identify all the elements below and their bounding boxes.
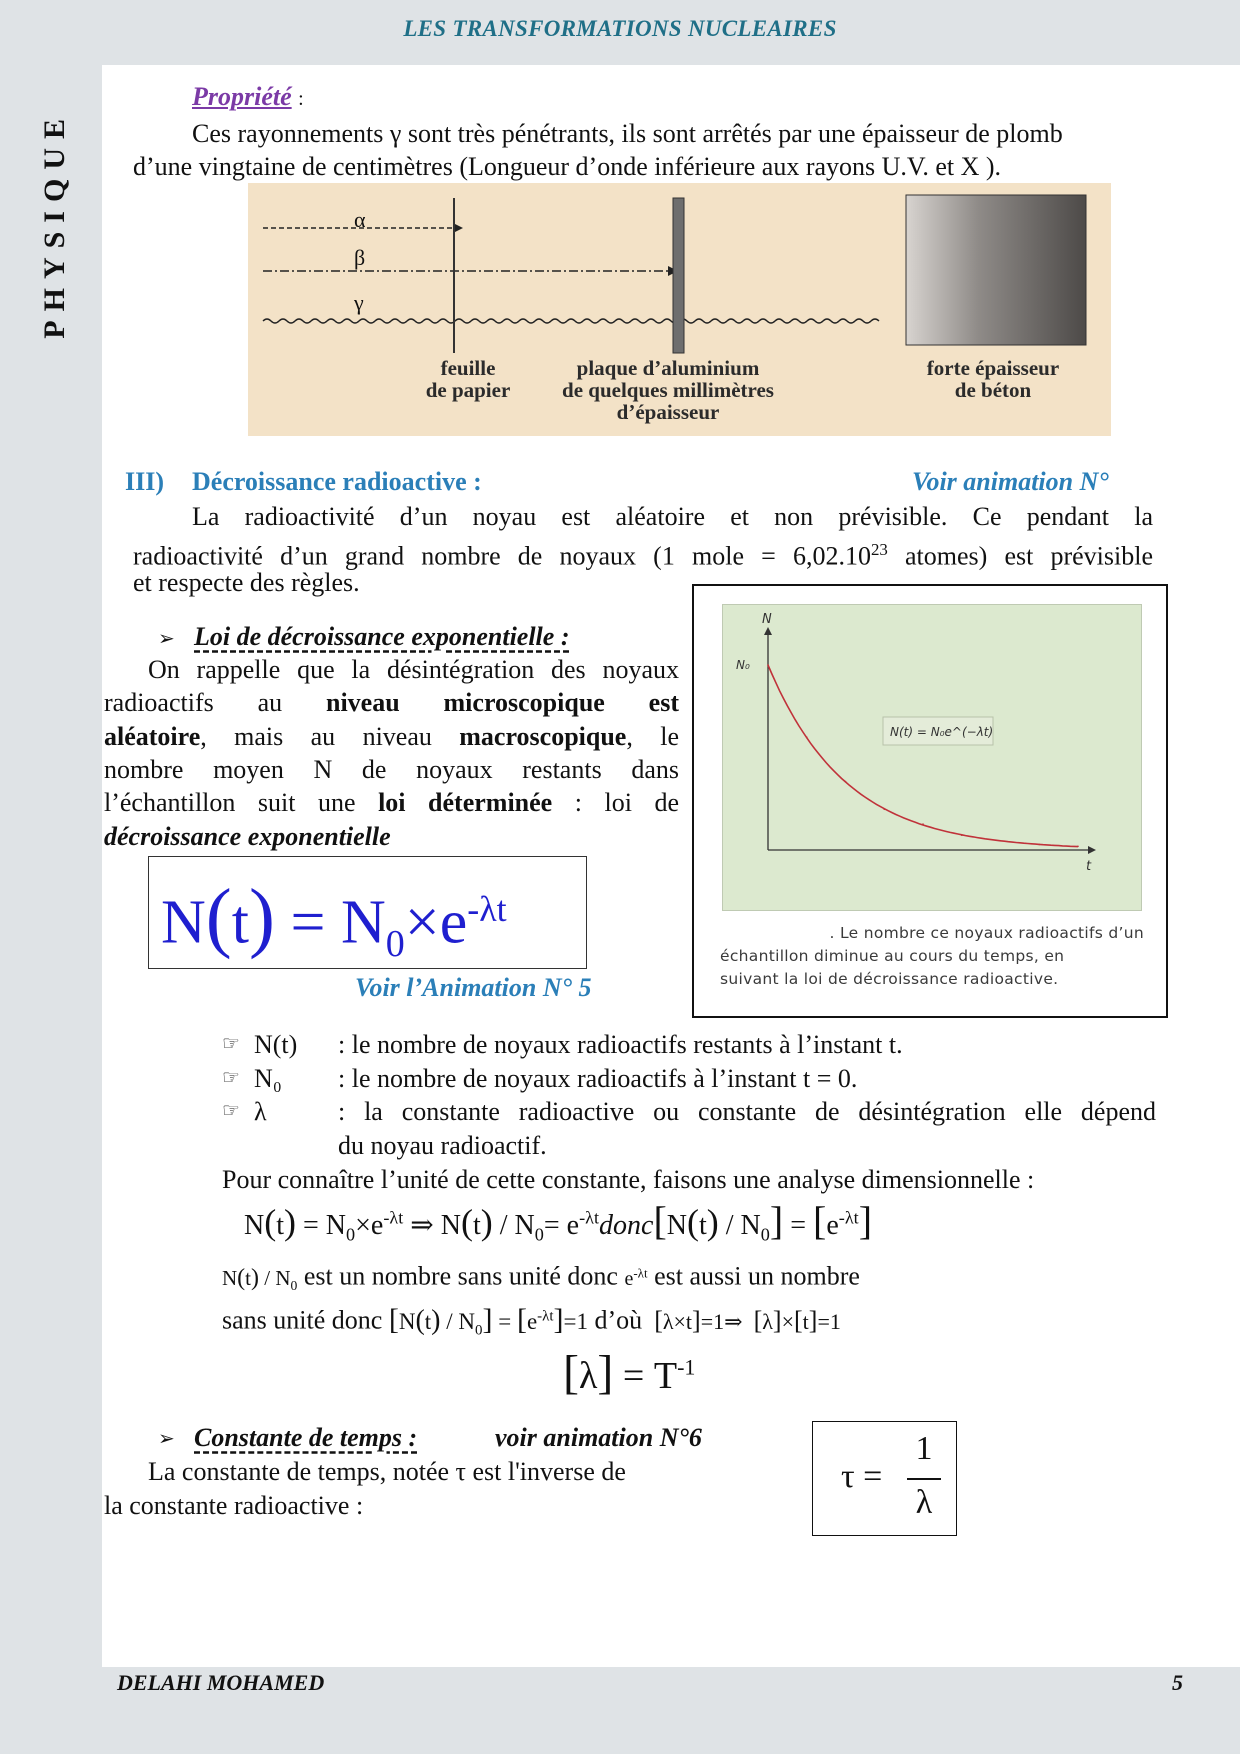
section-number: III) <box>125 467 165 496</box>
label-aluminium: plaque d’aluminium de quelques millimètres d’épaisseur <box>562 356 774 424</box>
y-axis-label: N <box>762 612 772 627</box>
tau-formula-lhs: τ = <box>841 1458 883 1495</box>
x-axis-label: t <box>1086 859 1092 874</box>
constante-text-1: La constante de temps, notée τ est l'inverse de <box>148 1457 626 1486</box>
analysis-intro: Pour connaître l’unité de cette constante, faisons une analyse dimensionnelle : <box>222 1165 1035 1194</box>
y-axis-arrowhead <box>764 627 772 635</box>
section-para-3: et respecte des règles. <box>133 568 360 597</box>
data-point <box>961 834 963 836</box>
page-header: LES TRANSFORMATIONS NUCLEAIRES <box>403 16 837 41</box>
aluminium-plate <box>673 198 684 353</box>
definition-item: ☞ N(t) : le nombre de noyaux radioactifs restants à l’instant t. <box>222 1028 1162 1062</box>
section-para-1: La radioactivité d’un noyau est aléatoire et non prévisible. Ce pendant la <box>192 502 1153 531</box>
loi-title: Loi de décroissance exponentielle : <box>194 622 570 651</box>
data-point <box>1000 840 1002 842</box>
data-point <box>1038 844 1040 846</box>
constante-bullet: ➢ <box>158 1428 175 1450</box>
n0-tick-label: N₀ <box>736 658 750 672</box>
fraction-bar <box>907 1478 941 1480</box>
decay-chart <box>723 605 1141 910</box>
constante-text-2: la constante radioactive : <box>104 1491 364 1520</box>
definition-item: ☞ N₀ : le nombre de noyaux radioactifs à l’instant t = 0. <box>222 1062 1162 1096</box>
data-point <box>806 736 808 738</box>
data-point <box>883 809 885 811</box>
analysis-line-2: $N(t) / N_0$ est un nombre sans unité donc $e^{-\lambda t}$ est aussi un nombre <box>222 1261 860 1293</box>
decay-chart-panel <box>722 604 1142 911</box>
tau-formula <box>812 1421 957 1536</box>
label-paper: feuille de papier <box>425 356 511 402</box>
data-point <box>767 664 769 666</box>
decay-curve <box>768 665 1078 847</box>
label-gamma: γ <box>354 290 364 315</box>
propriete-label: Propriété <box>192 82 292 111</box>
definition-continuation: du noyau radioactif. <box>338 1130 547 1160</box>
penetration-figure <box>248 183 1111 436</box>
data-point <box>845 781 847 783</box>
label-concrete: forte épaisseur de béton <box>926 356 1060 402</box>
curve-label: N(t) = N₀e^(−λt) <box>890 725 994 739</box>
decay-chart-frame <box>692 584 1168 1018</box>
analysis-equation-1: $N(t) = N_0\times e^{-\lambda t}$ ⇒ $N(t) / N_0=$ $e^{-\lambda t}donc[N(t) / N_0] = [e^{-\lambda t}]$ <box>244 1198 873 1245</box>
definitions-list <box>222 1028 1162 1162</box>
pointing-hand-icon: ☞ <box>222 1100 240 1122</box>
constante-animation-link[interactable]: voir animation N°6 <box>495 1423 702 1452</box>
analysis-line-3: sans unité donc $[N(t) / N_0] = [e^{-\lambda t}]=1$ d’où [λ×t]=1⇒ [λ]×[t]=1 <box>222 1302 841 1339</box>
definition-item: ☞ λ : la constante radioactive ou constante de désintégration elle dépend <box>222 1095 1162 1129</box>
loi-text-1: On rappelle que la désintégration des noyaux <box>148 655 679 684</box>
loi-text-5: l’échantillon suit une loi déterminée : loi de <box>104 788 679 817</box>
gamma-ray <box>263 319 879 323</box>
section-para-2: radioactivité d’un grand nombre de noyaux (1 mole = $6,02.10^{23}$ atomes) est prévisible <box>133 540 1154 571</box>
page-number: 5 <box>1172 1670 1183 1695</box>
data-point <box>922 823 924 825</box>
propriete-line-2: d’une vingtaine de centimètres (Longueur d’onde inférieure aux rayons U.V. et X ). <box>133 152 1002 181</box>
sidebar-label: PHYSIQUE <box>38 110 71 339</box>
loi-text-2: radioactifs au niveau microscopique est <box>104 688 679 717</box>
tau-formula-denominator: λ <box>915 1484 933 1521</box>
pointing-hand-icon: ☞ <box>222 1033 240 1055</box>
pointing-hand-icon: ☞ <box>222 1066 240 1089</box>
propriete-line-1: Ces rayonnements γ sont très pénétrants, ils sont arrêtés par une épaisseur de plomb <box>192 119 1063 148</box>
label-beta: β <box>354 245 366 270</box>
x-axis-arrowhead <box>1088 846 1096 854</box>
section-title: Décroissance radioactive : <box>192 467 482 496</box>
concrete-block <box>906 195 1086 345</box>
decay-chart-caption: . Le nombre ce noyaux radioactifs d’un échantillon diminue au cours du temps, en suivant la loi de décroissance radioactive. <box>720 924 1144 988</box>
tau-formula-numerator: 1 <box>915 1430 933 1467</box>
loi-animation-link[interactable]: Voir l’Animation N° 5 <box>355 973 592 1002</box>
data-point <box>1077 846 1079 848</box>
main-formula-text: $N(t) = N_0\times e^{-\lambda t}$ <box>161 872 507 966</box>
footer-author: DELAHI MOHAMED <box>117 1670 325 1695</box>
label-alpha: α <box>354 207 366 232</box>
loi-text-3: aléatoire, mais au niveau macroscopique, le <box>104 722 679 751</box>
main-formula <box>148 856 587 969</box>
constante-title: Constante de temps : <box>194 1423 418 1452</box>
section-animation-link[interactable]: Voir animation N° <box>912 467 1109 496</box>
loi-bullet: ➢ <box>158 628 175 650</box>
analysis-result: $[\lambda] = T^{-1}$ <box>563 1346 696 1399</box>
loi-text-6: décroissance exponentielle <box>104 822 391 851</box>
loi-text-4: nombre moyen N de noyaux restants dans <box>104 755 679 784</box>
propriete-heading: Propriété : <box>192 82 304 111</box>
